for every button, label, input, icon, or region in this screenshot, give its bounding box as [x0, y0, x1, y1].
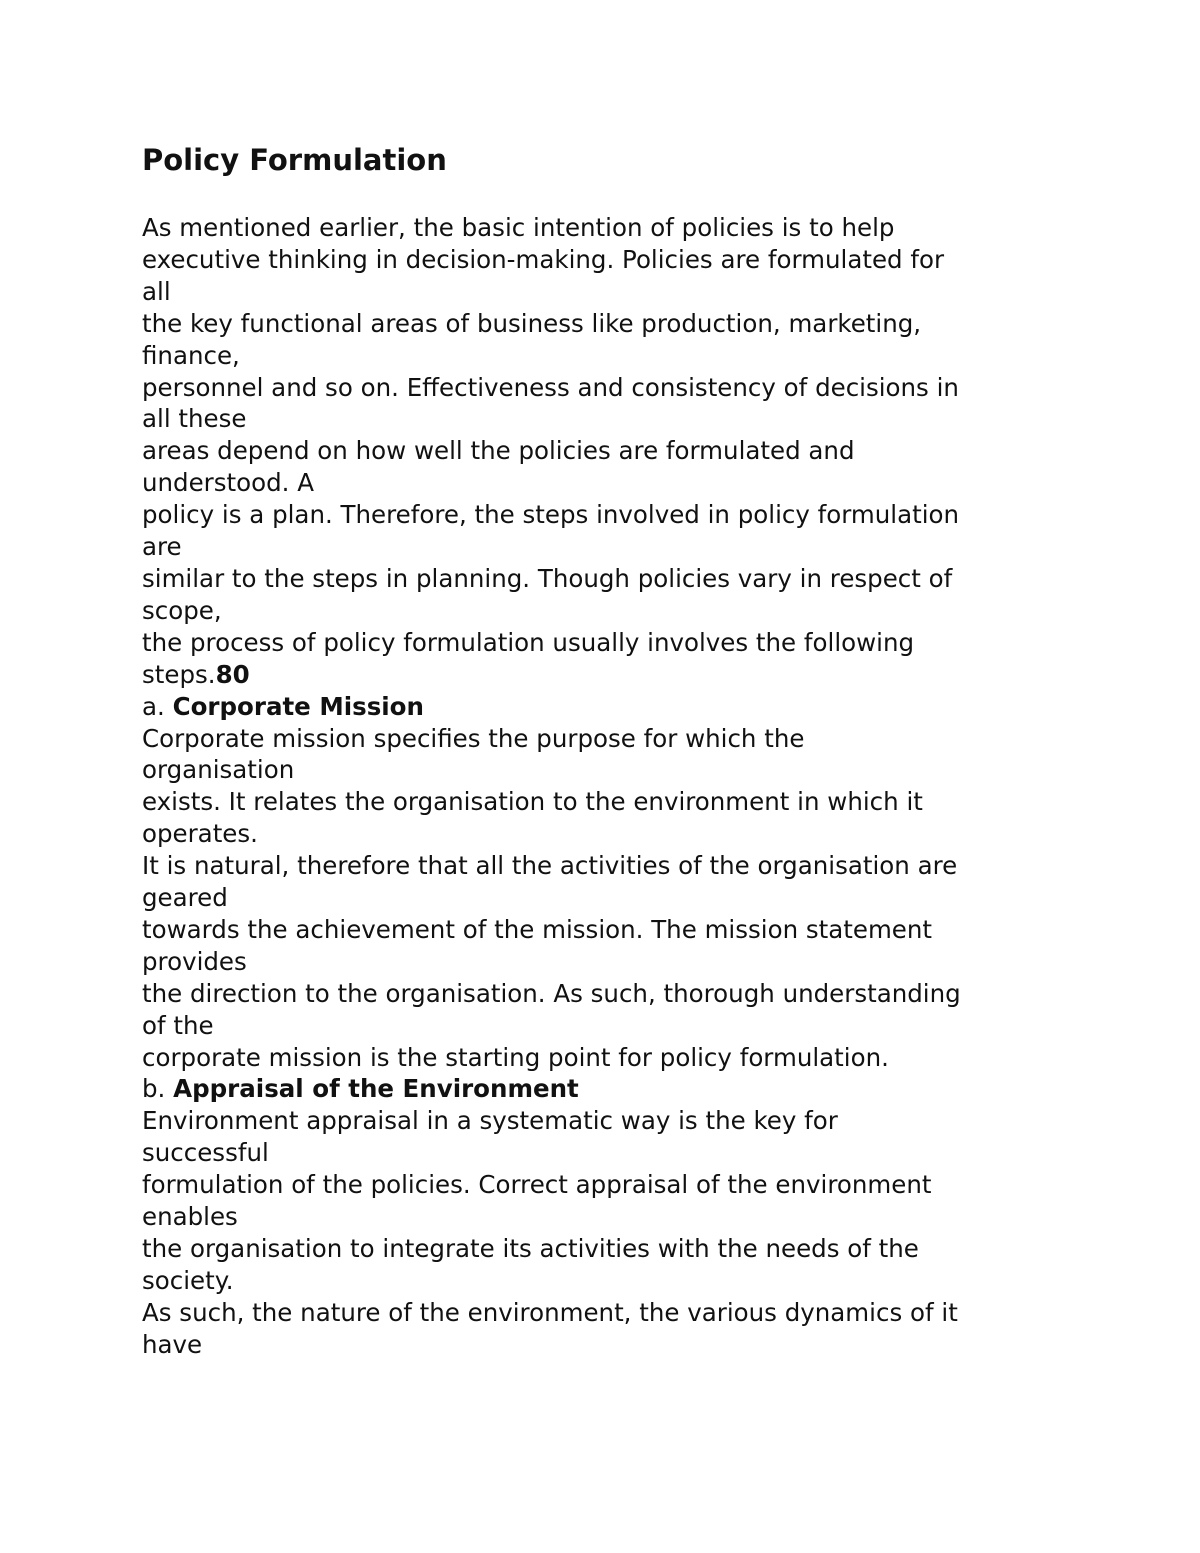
section-b-line: As such, the nature of the environment, the various dynamics of it — [142, 1297, 958, 1327]
body-line: areas depend on how well the policies are formulated and — [142, 436, 855, 466]
section-a-line: corporate mission is the starting point for policy formulation. — [142, 1042, 889, 1072]
section-b-line: successful — [142, 1138, 269, 1168]
section-a-line: provides — [142, 946, 247, 976]
section-b-line: the organisation to integrate its activities with the needs of the — [142, 1234, 919, 1263]
section-b-heading-line — [142, 1073, 1072, 1105]
body-line: understood. A — [142, 468, 314, 498]
section-b-line: Environment appraisal in a systematic way is the key for — [142, 1106, 838, 1136]
section-a-line: It is natural, therefore that all the activities of the organisation are — [142, 851, 958, 881]
document-body — [142, 212, 1072, 1361]
section-a-line: exists. It relates the organisation to the environment in which it — [142, 787, 923, 817]
page-title: Policy Formulation — [142, 143, 447, 177]
section-a-line: towards the achievement of the mission. The mission statement — [142, 914, 933, 944]
body-line: finance, — [142, 340, 240, 370]
body-line: the process of policy formulation usually involves the following — [142, 627, 915, 657]
body-line: all these — [142, 404, 247, 434]
body-line: executive thinking in decision-making. Policies are formulated for — [142, 244, 945, 274]
section-b-line: enables — [142, 1202, 238, 1232]
section-b-line: have — [142, 1329, 203, 1359]
steps-line — [142, 659, 1072, 691]
section-b-heading: Appraisal of the Environment — [173, 1074, 579, 1104]
page-number: 80 — [215, 659, 250, 689]
body-line: all — [142, 276, 171, 306]
body-line: policy is a plan. Therefore, the steps involved in policy formulation — [142, 500, 960, 530]
section-b-label: b. — [142, 1074, 174, 1104]
section-b-line: society. — [142, 1265, 234, 1295]
section-a-line: operates. — [142, 819, 258, 849]
body-line: are — [142, 532, 182, 562]
body-line: As mentioned earlier, the basic intention of policies is to help — [142, 213, 895, 242]
section-a-label: a. — [142, 691, 173, 721]
section-a-line: organisation — [142, 755, 295, 785]
steps-text: steps. — [142, 659, 216, 689]
section-a-line: the direction to the organisation. As such, thorough understanding — [142, 978, 961, 1008]
section-a-heading: Corporate Mission — [172, 691, 424, 721]
section-a-line: of the — [142, 1010, 214, 1040]
section-a-heading-line — [142, 691, 1072, 723]
section-a-line: Corporate mission specifies the purpose for which the — [142, 723, 805, 753]
body-line: similar to the steps in planning. Though policies vary in respect of — [142, 563, 953, 593]
body-line: the key functional areas of business like production, marketing, — [142, 308, 922, 338]
body-line: personnel and so on. Effectiveness and consistency of decisions in — [142, 372, 959, 402]
body-line: scope, — [142, 595, 222, 625]
section-a-line: geared — [142, 883, 228, 913]
section-b-line: formulation of the policies. Correct appraisal of the environment — [142, 1170, 932, 1200]
